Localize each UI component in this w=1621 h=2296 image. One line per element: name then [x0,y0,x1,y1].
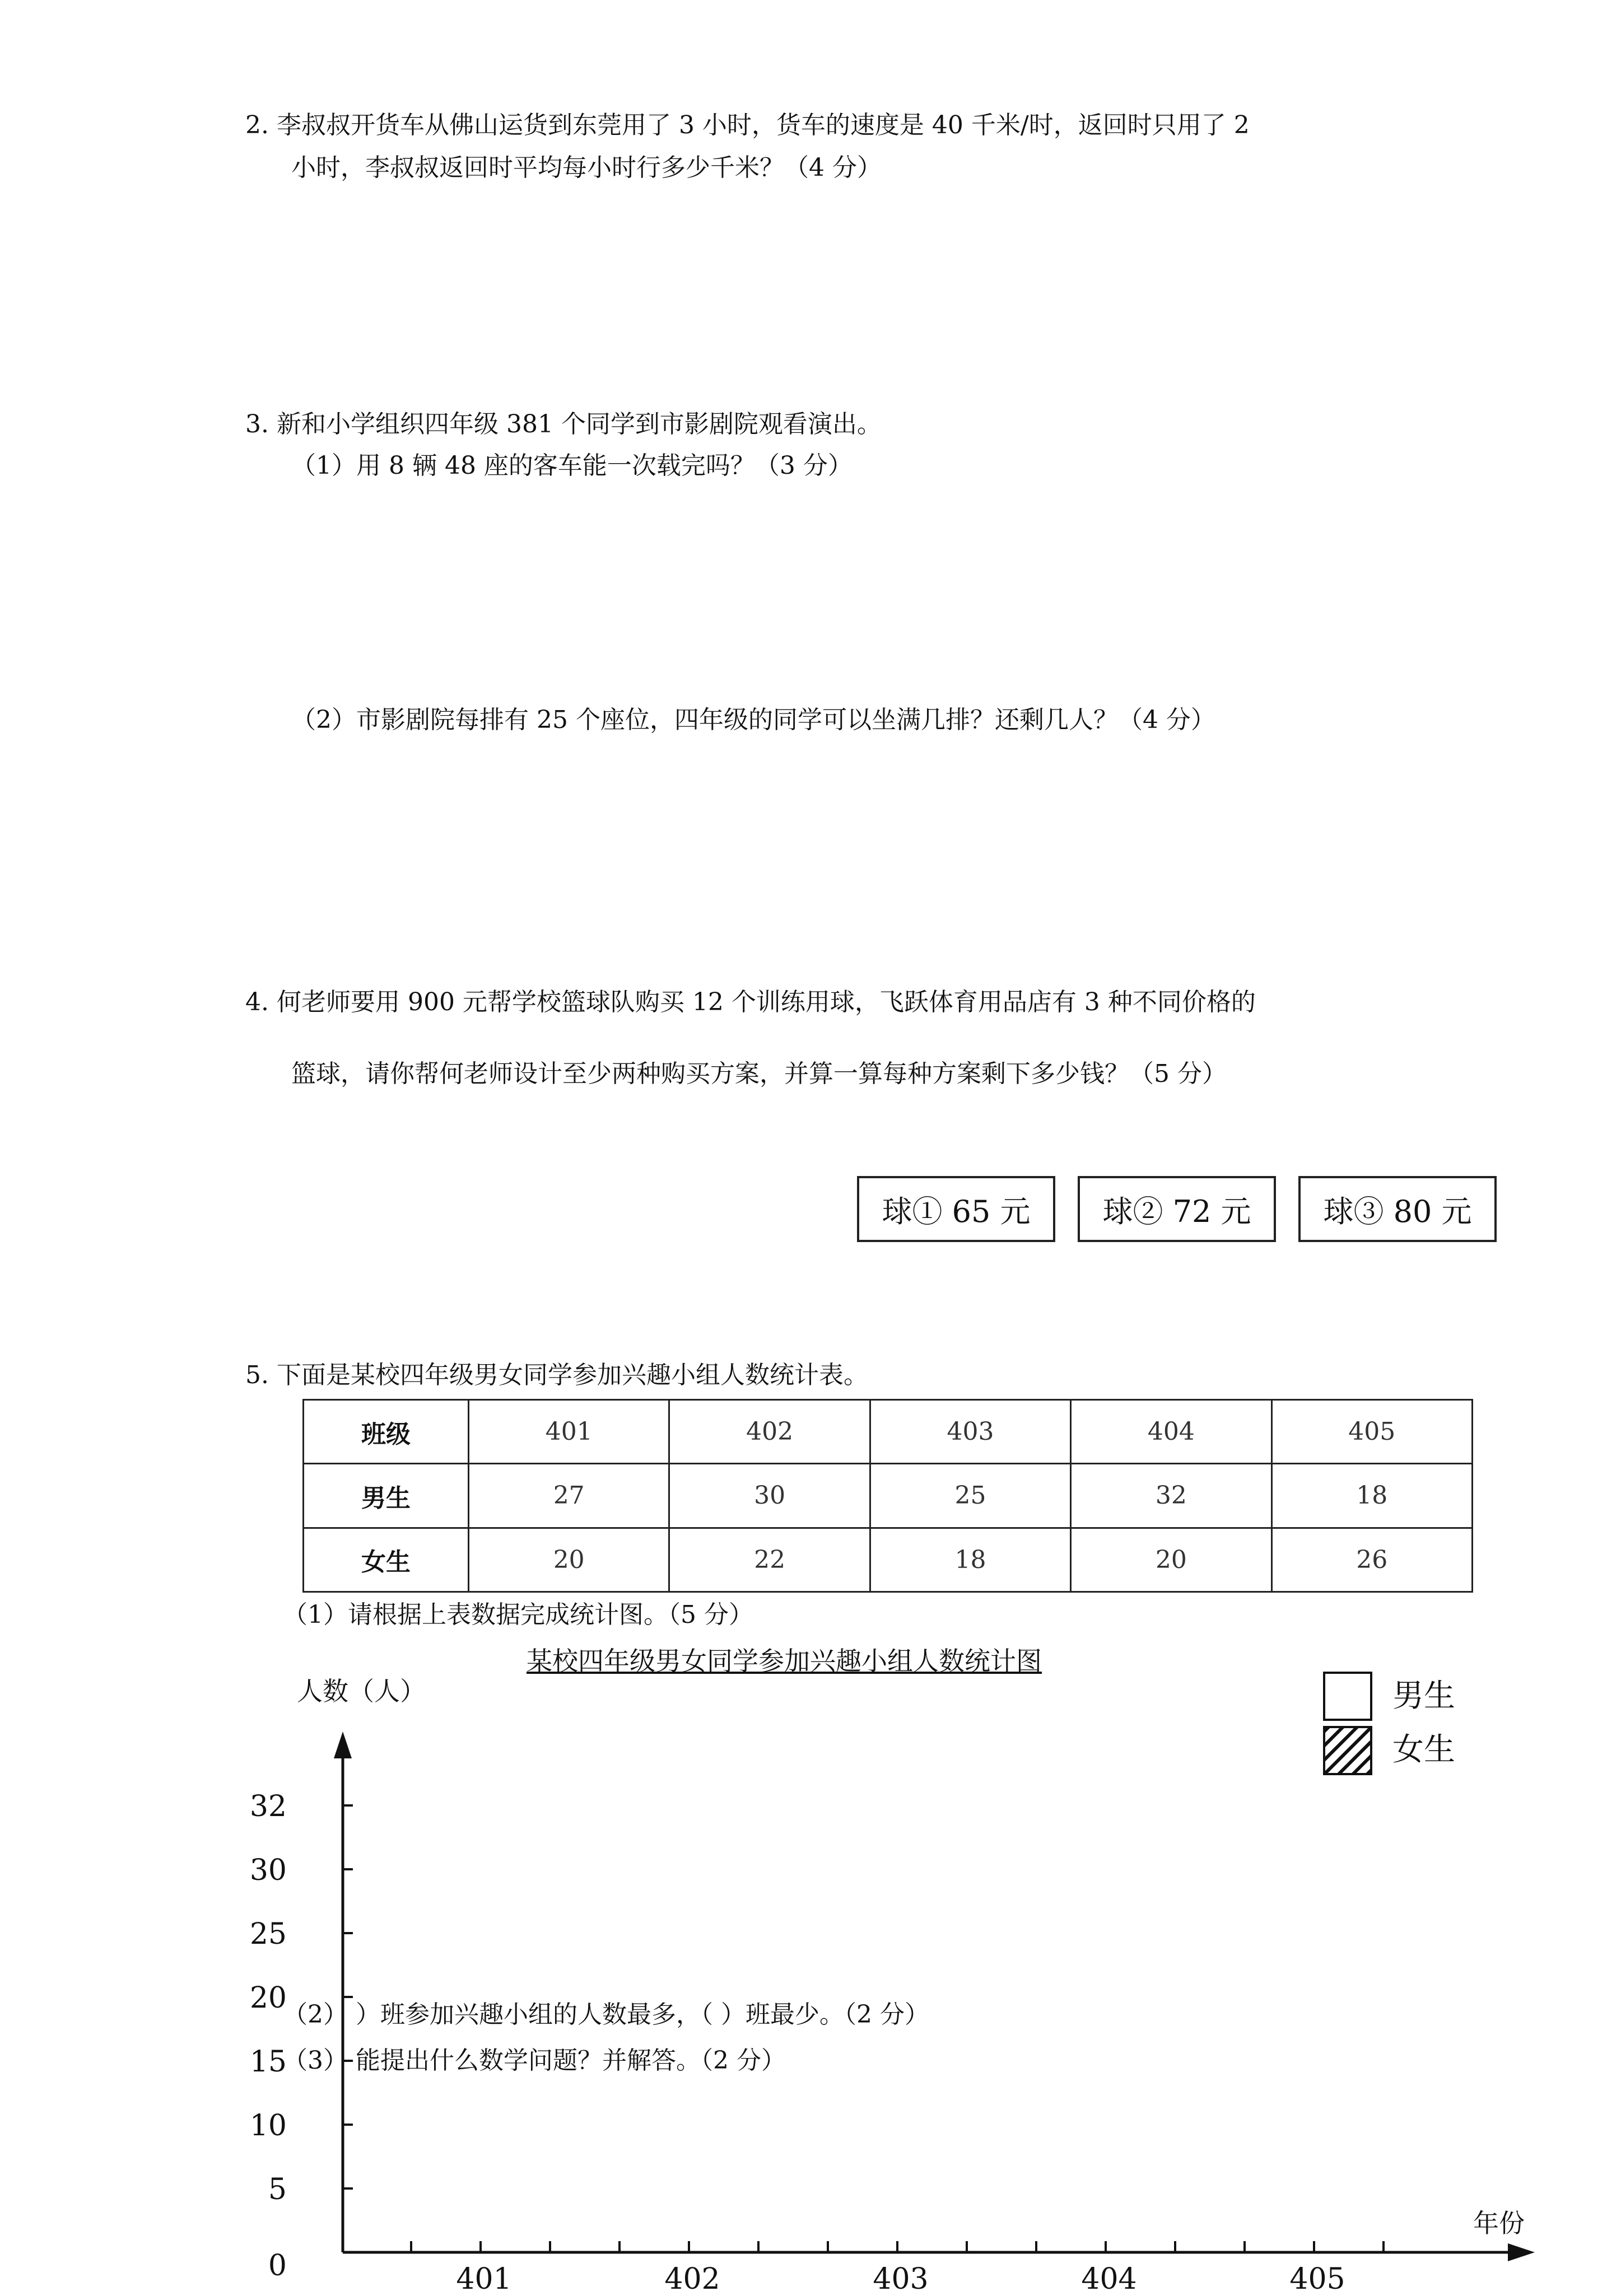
table-cell: 403 [870,1400,1070,1464]
table-cell: 32 [1071,1464,1271,1528]
x-axis-arrow [1508,2243,1535,2261]
y-tick-label: 15 [249,2045,287,2079]
table-cell: 20 [469,1528,669,1592]
y-tick-label: 20 [249,1981,287,2015]
table-cell: 26 [1271,1528,1472,1592]
q2-line1: 2. 李叔叔开货车从佛山运货到东莞用了 3 小时，货车的速度是 40 千米/时，返回时只用了 2 [245,111,1250,139]
legend-label-boys: 男生 [1392,1678,1455,1714]
stats-table [302,1399,1473,1593]
chart-title: 某校四年级男女同学参加兴趣小组人数统计图 [527,1646,1042,1676]
q5-intro: 5. 下面是某校四年级男女同学参加兴趣小组人数统计表。 [245,1361,868,1389]
legend-label-girls: 女生 [1392,1732,1455,1768]
q5-part3: （3） 能提出什么数学问题？并解答。（2 分） [283,2046,786,2075]
q3-intro: 3. 新和小学组织四年级 381 个同学到市影剧院观看演出。 [245,410,882,438]
price-box-ball-1: 球① 65 元 [857,1176,1055,1242]
y-ticks [343,1805,353,2188]
chart-xlabel: 年份 [1473,2208,1525,2238]
y-axis-arrow [334,1732,352,1758]
table-cell: 27 [469,1464,669,1528]
x-category-label: 405 [1289,2262,1345,2296]
q5-part1: （1）请根据上表数据完成统计图。（5 分） [283,1600,753,1629]
x-ticks [411,2241,1384,2252]
table-header-class: 班级 [304,1400,469,1464]
y-tick-label: 30 [249,1854,287,1887]
y-tick-label: 10 [249,2109,287,2143]
table-cell: 18 [1271,1464,1472,1528]
y-tick-label: 5 [268,2173,287,2206]
table-row-label-boys: 男生 [304,1464,469,1528]
chart-ylabel: 人数（人） [297,1676,426,1706]
x-category-label: 402 [664,2262,720,2296]
x-category-label: 403 [873,2262,929,2296]
table-row [304,1400,1473,1464]
q3-part2: （2）市影剧院每排有 25 个座位，四年级的同学可以坐满几排？还剩几人？（4 分） [291,706,1215,734]
table-cell: 20 [1071,1528,1271,1592]
legend-swatch-girls [1323,1726,1372,1775]
y-tick-label: 0 [268,2249,287,2283]
table-cell: 18 [870,1528,1070,1592]
q4-line2: 篮球，请你帮何老师设计至少两种购买方案，并算一算每种方案剩下多少钱？（5 分） [291,1060,1227,1088]
q4-line1: 4. 何老师要用 900 元帮学校篮球队购买 12 个训练用球，飞跃体育用品店有 3 种不同价格的 [245,988,1256,1016]
table-row [304,1464,1473,1528]
y-tick-label: 25 [249,1917,287,1951]
table-row-label-girls: 女生 [304,1528,469,1592]
x-category-label: 401 [456,2262,512,2296]
table-cell: 402 [669,1400,870,1464]
table-cell: 401 [469,1400,669,1464]
table-cell: 22 [669,1528,870,1592]
q2-line2: 小时，李叔叔返回时平均每小时行多少千米？（4 分） [291,153,882,182]
table-cell: 30 [669,1464,870,1528]
table-cell: 25 [870,1464,1070,1528]
table-cell: 404 [1071,1400,1271,1464]
q5-part2: （2） ）班参加兴趣小组的人数最多，（ ）班最少。（2 分） [283,2000,929,2029]
price-box-ball-3: 球③ 80 元 [1298,1176,1497,1242]
legend-swatch-boys [1323,1672,1372,1721]
y-tick-label: 32 [249,1790,287,1823]
table-cell: 405 [1271,1400,1472,1464]
q3-part1: （1）用 8 辆 48 座的客车能一次载完吗？（3 分） [291,451,853,480]
x-category-label: 404 [1081,2262,1137,2296]
table-row [304,1528,1473,1592]
price-box-ball-2: 球② 72 元 [1078,1176,1276,1242]
